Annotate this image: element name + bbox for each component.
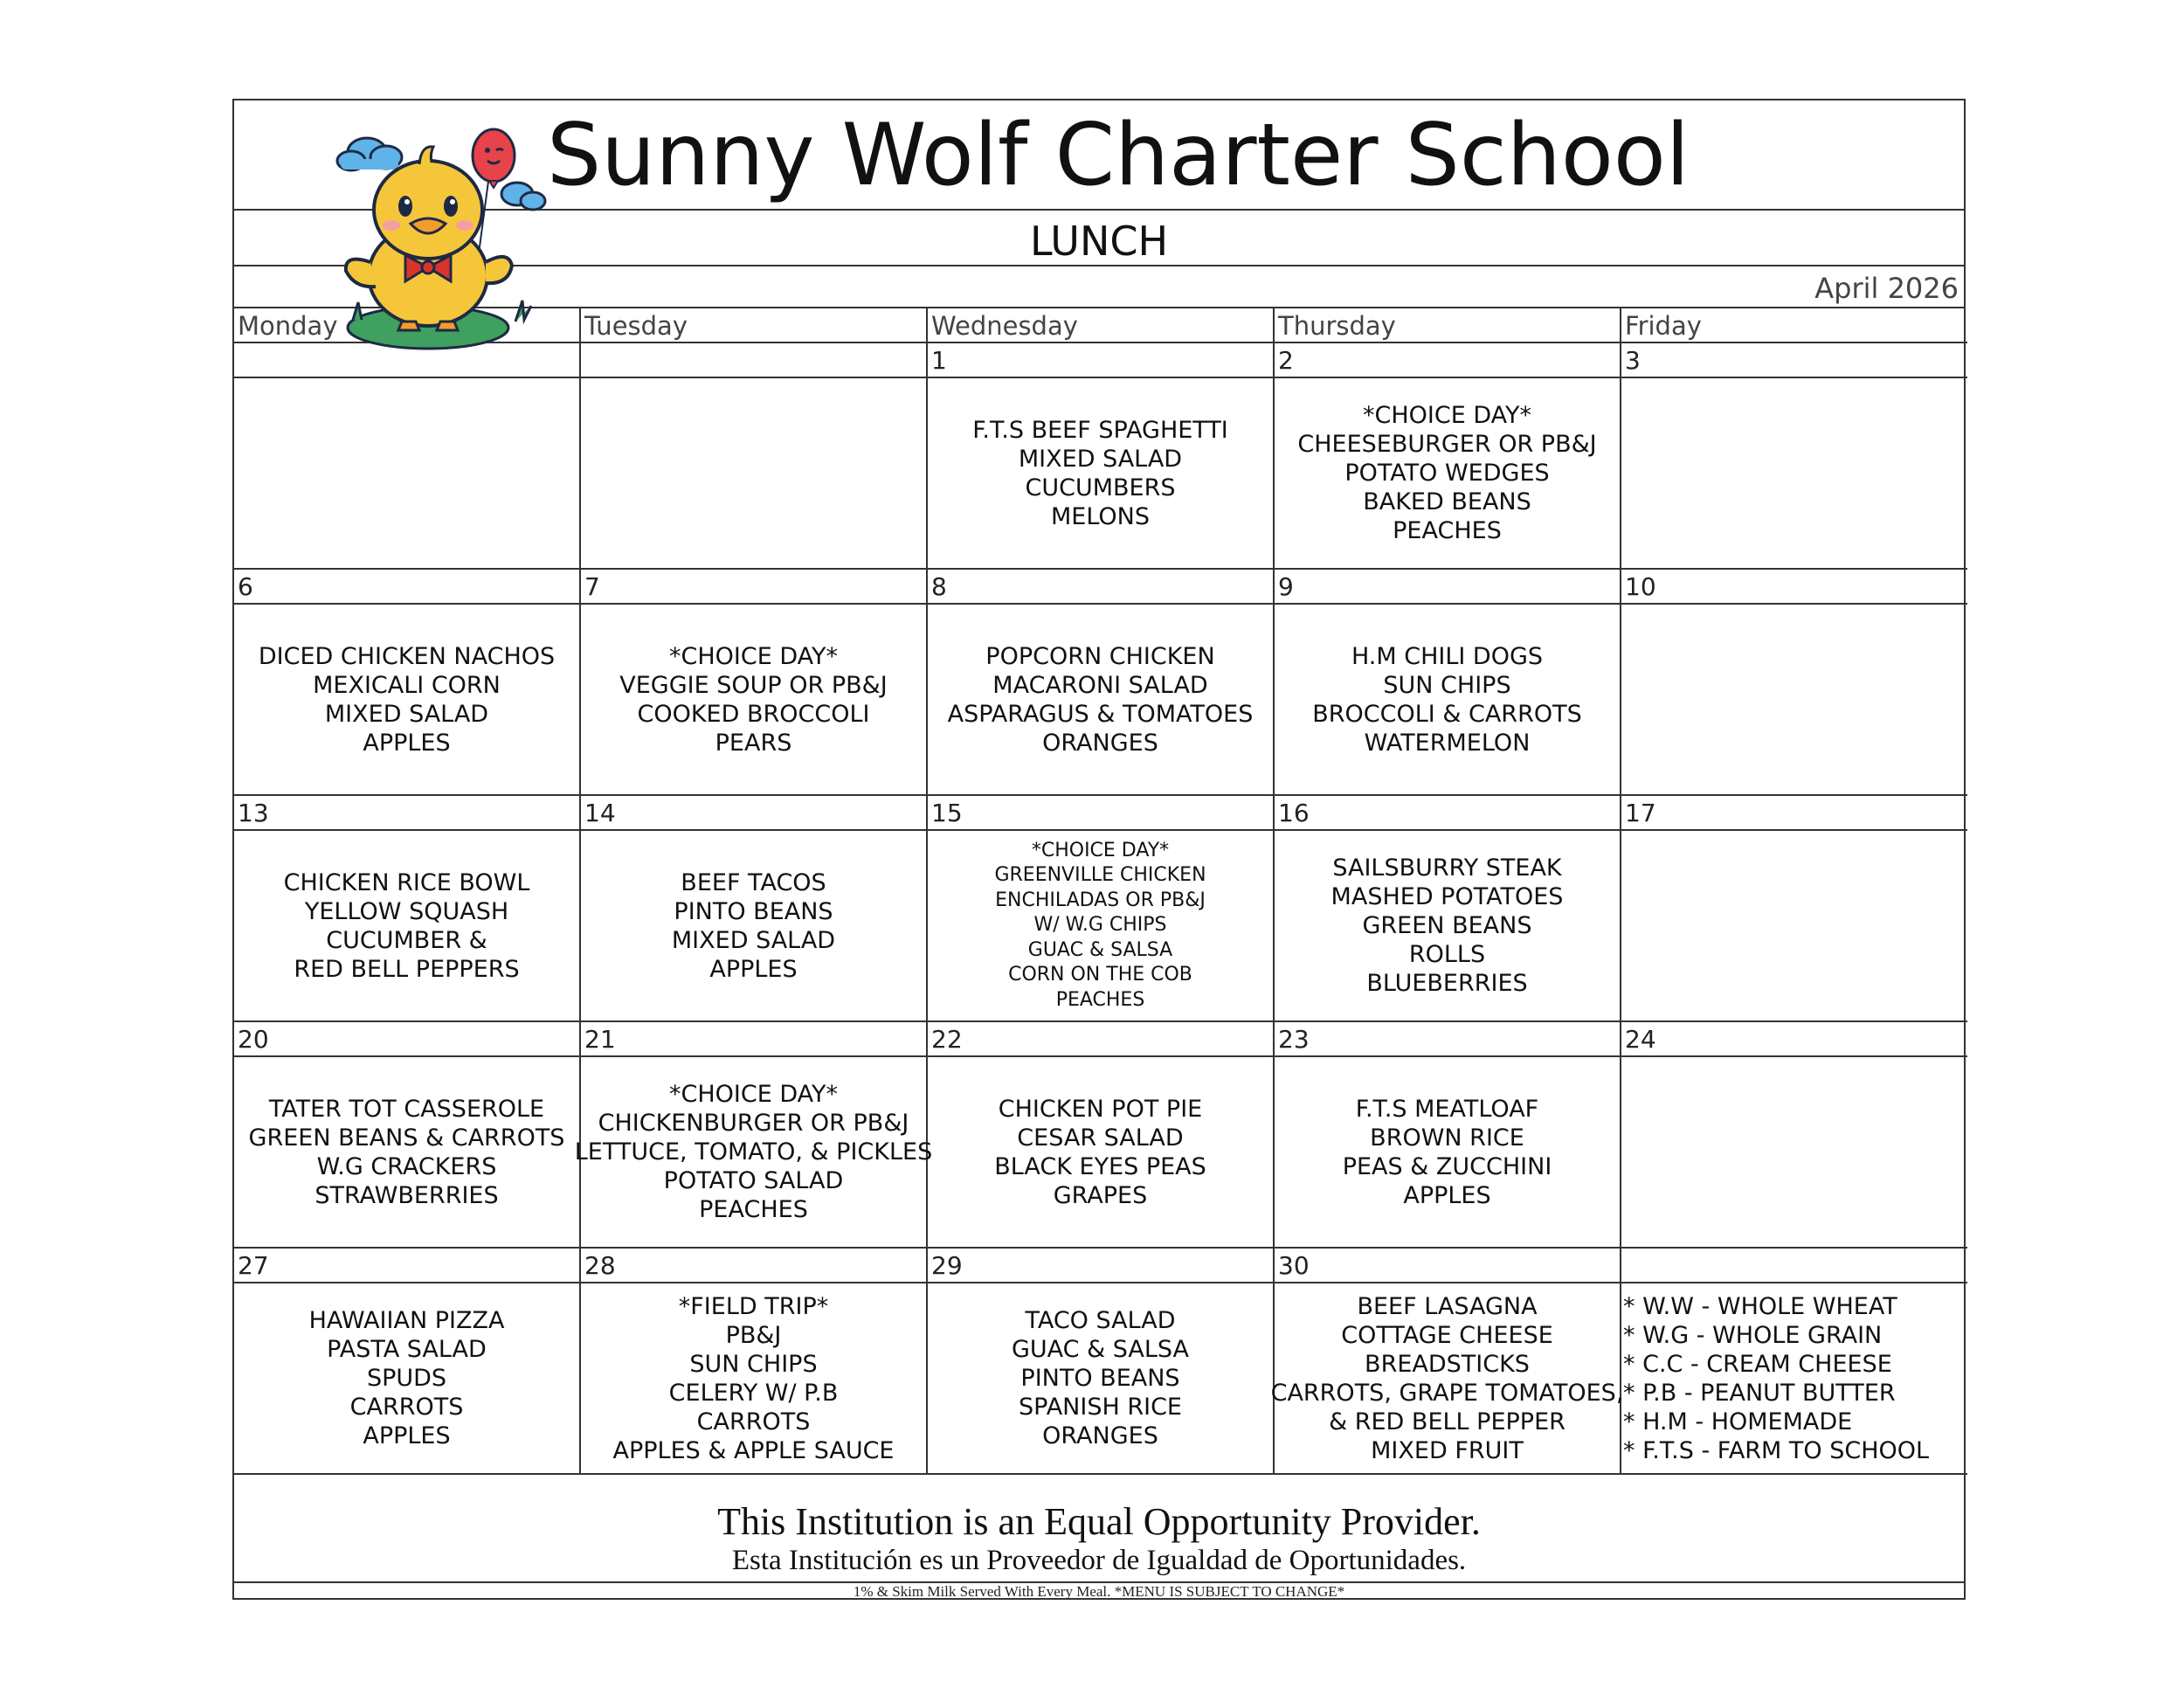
menu-item: CHICKEN POT PIE: [998, 1095, 1203, 1123]
day-number: 2: [1275, 343, 1621, 378]
menu-item: CARROTS: [696, 1408, 811, 1435]
meal-cell: [928, 1057, 1275, 1249]
meal-cell: [234, 1283, 581, 1475]
meal-cell: [581, 605, 928, 796]
menu-item: ORANGES: [1042, 729, 1158, 757]
school-title: Sunny Wolf Charter School: [234, 100, 1964, 211]
weekday-header: Friday: [1621, 308, 1967, 343]
meal-cell: [581, 378, 928, 570]
legend-item: * F.T.S - FARM TO SCHOOL: [1623, 1436, 1930, 1464]
day-number: 13: [234, 796, 581, 831]
menu-item: CARROTS: [349, 1394, 464, 1421]
menu-item: PASTA SALAD: [327, 1336, 487, 1363]
menu-item: GRAPES: [1053, 1181, 1148, 1209]
meal-cell: [1621, 605, 1967, 796]
day-number: 6: [234, 570, 581, 605]
day-number: 21: [581, 1022, 928, 1057]
menu-item: PEACHES: [1055, 988, 1145, 1011]
weekday-header: Monday: [234, 308, 581, 343]
menu-item: BEEF TACOS: [681, 868, 826, 896]
menu-item: DICED CHICKEN NACHOS: [258, 642, 556, 670]
meal-cell: [234, 378, 581, 570]
abbreviation-legend: [1621, 1283, 1967, 1475]
menu-item: MACARONI SALAD: [992, 671, 1208, 699]
day-number: 1: [928, 343, 1275, 378]
menu-item: SPANISH RICE: [1019, 1394, 1182, 1421]
menu-item: F.T.S MEATLOAF: [1355, 1095, 1539, 1123]
legend-item: * P.B - PEANUT BUTTER: [1623, 1379, 1896, 1407]
menu-item: BROCCOLI & CARROTS: [1312, 700, 1582, 728]
menu-item: MASHED POTATOES: [1330, 883, 1564, 910]
menu-item: ASPARAGUS & TOMATOES: [947, 700, 1254, 728]
cloud-icon: [337, 138, 402, 170]
day-number: 30: [1275, 1249, 1621, 1283]
menu-item: TACO SALAD: [1025, 1307, 1176, 1334]
menu-item: CELERY W/ P.B: [668, 1379, 839, 1407]
equal-opportunity-english: This Institution is an Equal Opportunity Provider.: [717, 1500, 1481, 1543]
day-number: 22: [928, 1022, 1275, 1057]
menu-item: PINTO BEANS: [674, 897, 833, 925]
menu-item: BROWN RICE: [1370, 1124, 1524, 1152]
menu-month: April 2026: [234, 266, 1964, 308]
legend-item: * C.C - CREAM CHEESE: [1623, 1350, 1892, 1378]
menu-item: PEACHES: [1393, 517, 1502, 544]
menu-item: BLACK EYES PEAS: [994, 1152, 1206, 1180]
menu-item: MIXED SALAD: [1018, 445, 1183, 473]
menu-item: LETTUCE, TOMATO, & PICKLES: [574, 1138, 933, 1166]
legend-item: * W.W - WHOLE WHEAT: [1623, 1292, 1897, 1320]
day-number: 28: [581, 1249, 928, 1283]
menu-item: SUN CHIPS: [689, 1350, 818, 1378]
menu-item: *FIELD TRIP*: [678, 1292, 829, 1320]
menu-item: CUCUMBER &: [326, 926, 487, 954]
meal-cell: [1621, 378, 1967, 570]
menu-item: CORN ON THE COB: [1008, 964, 1192, 986]
meal-cell: [928, 831, 1275, 1022]
menu-item: ROLLS: [1408, 941, 1486, 968]
equal-opportunity-statement: [234, 1484, 1964, 1583]
menu-item: *CHOICE DAY*: [668, 1081, 839, 1108]
menu-item: COOKED BROCCOLI: [637, 700, 870, 728]
balloon-icon: [473, 129, 515, 188]
menu-item: MELONS: [1050, 502, 1151, 530]
menu-item: GREEN BEANS & CARROTS: [248, 1124, 565, 1152]
meal-cell: [1275, 605, 1621, 796]
menu-item: F.T.S BEEF SPAGHETTI: [972, 416, 1228, 444]
day-number: 23: [1275, 1022, 1621, 1057]
menu-item: BAKED BEANS: [1363, 488, 1531, 515]
menu-item: POTATO WEDGES: [1344, 460, 1550, 487]
menu-item: VEGGIE SOUP OR PB&J: [619, 671, 888, 699]
menu-item: *CHOICE DAY*: [1031, 839, 1170, 861]
meal-cell: [1275, 1057, 1621, 1249]
day-number: [1621, 1249, 1967, 1283]
menu-item: TATER TOT CASSEROLE: [268, 1095, 545, 1123]
menu-item: *CHOICE DAY*: [1362, 402, 1532, 429]
meal-cell: [234, 831, 581, 1022]
menu-item: CHEESEBURGER OR PB&J: [1297, 431, 1597, 458]
menu-item: POPCORN CHICKEN: [985, 642, 1215, 670]
meal-cell: [928, 378, 1275, 570]
menu-item: MIXED SALAD: [671, 926, 836, 954]
weekday-header: Thursday: [1275, 308, 1621, 343]
duck-mascot-icon: [332, 122, 568, 358]
day-number: 16: [1275, 796, 1621, 831]
meal-cell: [581, 1283, 928, 1475]
menu-item: APPLES: [1403, 1181, 1491, 1209]
menu-item: POTATO SALAD: [663, 1167, 844, 1194]
menu-item: YELLOW SQUASH: [304, 897, 509, 925]
menu-item: SAILSBURRY STEAK: [1332, 854, 1562, 882]
day-number: 9: [1275, 570, 1621, 605]
menu-item: BLUEBERRIES: [1366, 970, 1528, 997]
day-number: 3: [1621, 343, 1967, 378]
menu-item: ENCHILADAS OR PB&J: [995, 889, 1206, 911]
menu-item: PEARS: [715, 729, 792, 757]
day-number: 24: [1621, 1022, 1967, 1057]
menu-item: & RED BELL PEPPER: [1329, 1408, 1565, 1435]
meal-cell: [581, 831, 928, 1022]
menu-item: ORANGES: [1042, 1422, 1158, 1449]
menu-item: CHICKEN RICE BOWL: [283, 868, 530, 896]
menu-item: H.M CHILI DOGS: [1351, 642, 1544, 670]
menu-item: PEAS & ZUCCHINI: [1342, 1152, 1552, 1180]
menu-item: APPLES: [363, 729, 451, 757]
menu-item: PINTO BEANS: [1020, 1365, 1180, 1392]
day-number: 14: [581, 796, 928, 831]
legend-item: * H.M - HOMEMADE: [1623, 1408, 1853, 1435]
milk-note: 1% & Skim Milk Served With Every Meal. *MENU IS SUBJECT TO CHANGE*: [853, 1583, 1345, 1600]
menu-item: STRAWBERRIES: [314, 1181, 499, 1209]
menu-item: BREADSTICKS: [1365, 1350, 1530, 1378]
menu-item: CESAR SALAD: [1017, 1124, 1184, 1152]
day-number: 10: [1621, 570, 1967, 605]
menu-item: PEACHES: [699, 1196, 808, 1223]
menu-item: CHICKENBURGER OR PB&J: [598, 1110, 909, 1137]
menu-item: APPLES & APPLE SAUCE: [612, 1436, 895, 1464]
day-number: 17: [1621, 796, 1967, 831]
day-number: 15: [928, 796, 1275, 831]
day-number: 8: [928, 570, 1275, 605]
meal-cell: [1270, 1283, 1624, 1475]
menu-item: BEEF LASAGNA: [1357, 1292, 1538, 1320]
weekday-header: Tuesday: [581, 308, 928, 343]
menu-item: WATERMELON: [1364, 729, 1531, 757]
menu-item: CARROTS, GRAPE TOMATOES,: [1270, 1379, 1624, 1407]
menu-item: RED BELL PEPPERS: [294, 955, 520, 983]
meal-cell: [234, 1057, 581, 1249]
menu-item: GREEN BEANS: [1362, 912, 1532, 939]
menu-item: PB&J: [725, 1321, 782, 1349]
day-number: 29: [928, 1249, 1275, 1283]
menu-item: W.G CRACKERS: [316, 1152, 497, 1180]
menu-item: W/ W.G CHIPS: [1033, 914, 1167, 937]
menu-item: APPLES: [709, 955, 798, 983]
menu-item: GUAC & SALSA: [1027, 938, 1173, 961]
day-number: 7: [581, 570, 928, 605]
menu-item: GUAC & SALSA: [1011, 1336, 1189, 1363]
equal-opportunity-spanish: Esta Institución es un Proveedor de Igualdad de Oportunidades.: [731, 1545, 1467, 1576]
menu-item: MIXED SALAD: [324, 700, 489, 728]
meal-cell: [234, 605, 581, 796]
day-number: 20: [234, 1022, 581, 1057]
menu-item: CUCUMBERS: [1025, 474, 1176, 502]
menu-item: APPLES: [363, 1422, 451, 1449]
menu-item: HAWAIIAN PIZZA: [308, 1307, 505, 1334]
meal-cell: [928, 1283, 1275, 1475]
meal-cell: [1621, 831, 1967, 1022]
meal-cell: [1275, 831, 1621, 1022]
day-number: 27: [234, 1249, 581, 1283]
menu-item: SUN CHIPS: [1383, 671, 1511, 699]
weekday-header: Wednesday: [928, 308, 1275, 343]
legend-item: * W.G - WHOLE GRAIN: [1623, 1321, 1883, 1349]
menu-type: LUNCH: [234, 211, 1964, 266]
meal-cell: [1275, 378, 1621, 570]
meal-cell: [574, 1057, 933, 1249]
menu-item: GREENVILLE CHICKEN: [994, 864, 1206, 887]
cloud-icon: [501, 183, 545, 210]
menu-item: *CHOICE DAY*: [668, 642, 839, 670]
meal-cell: [1621, 1057, 1967, 1249]
menu-item: SPUDS: [366, 1365, 447, 1392]
menu-item: MIXED FRUIT: [1371, 1436, 1524, 1464]
meal-cell: [928, 605, 1275, 796]
menu-item: COTTAGE CHEESE: [1341, 1321, 1553, 1349]
menu-item: MEXICALI CORN: [313, 671, 501, 699]
day-number: [581, 343, 928, 378]
